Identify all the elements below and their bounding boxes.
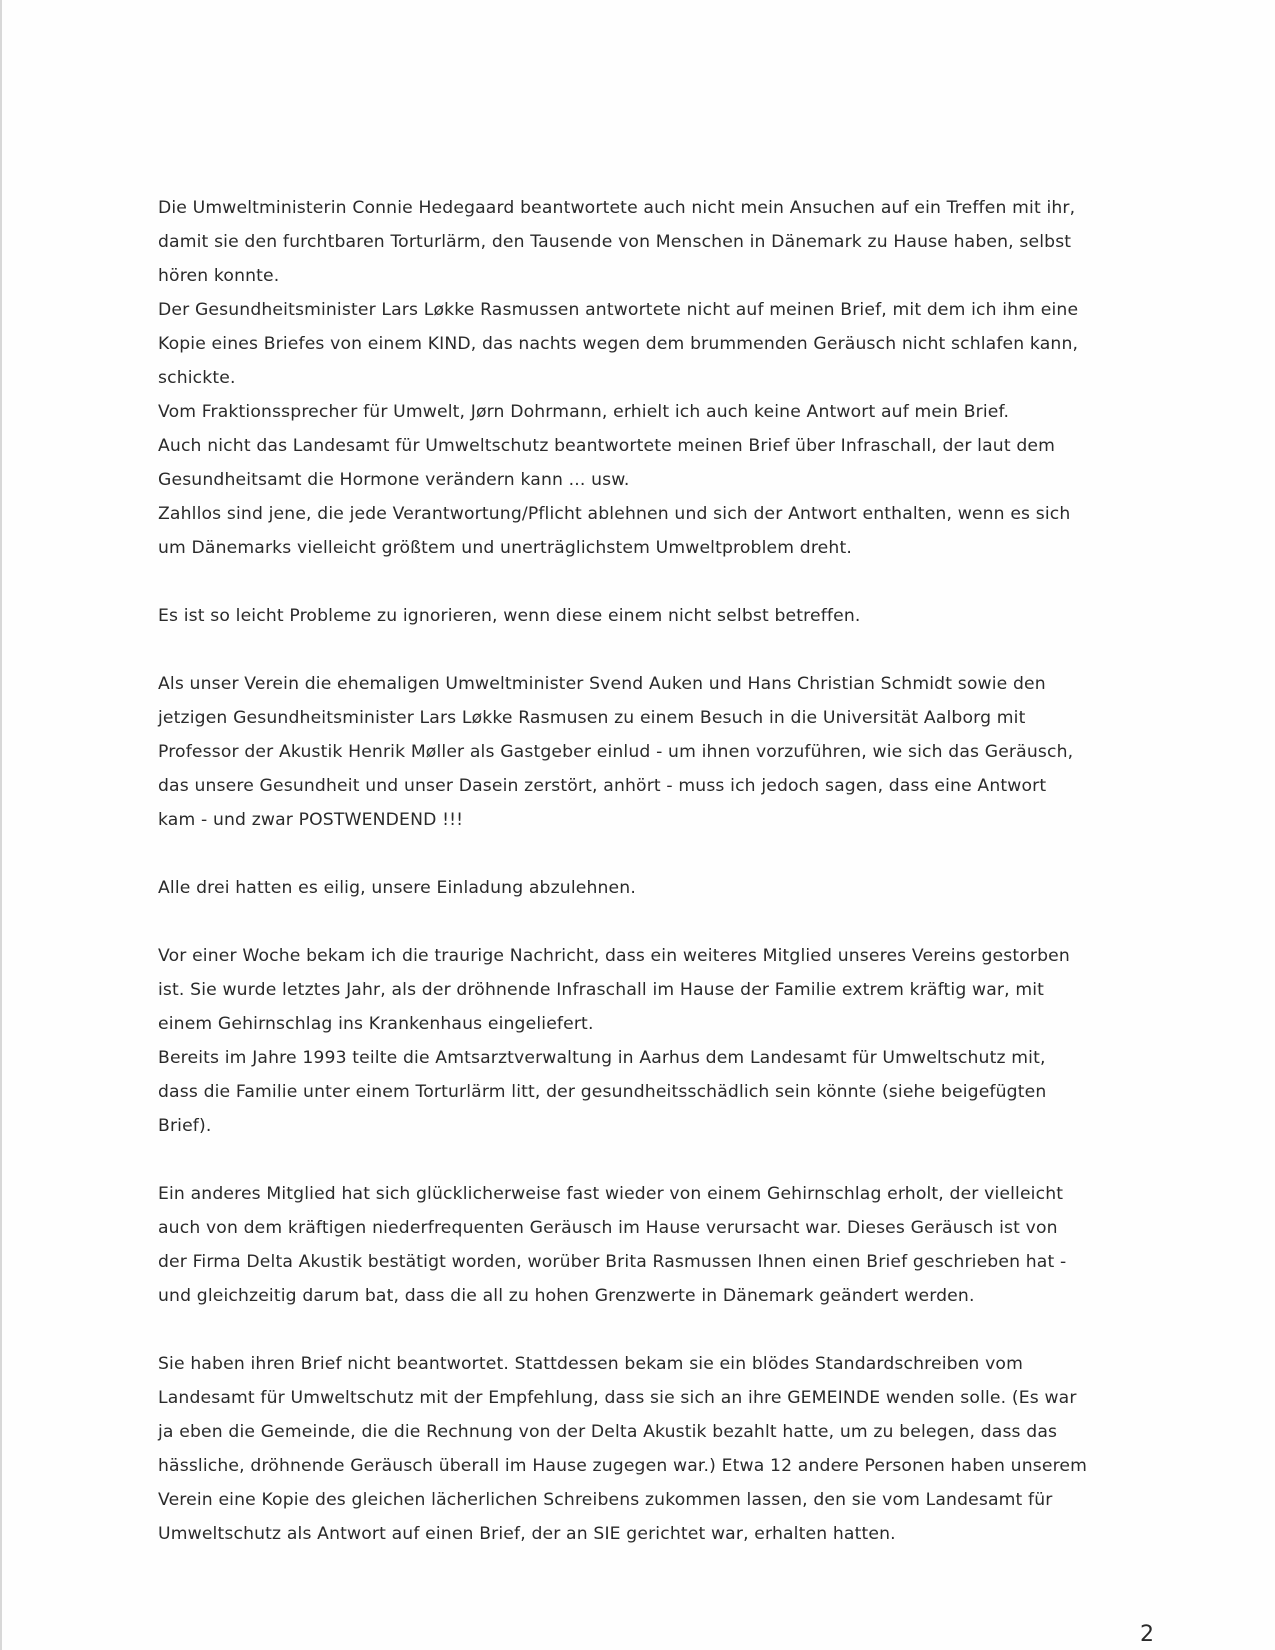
text-line: Auch nicht das Landesamt für Umweltschutz beantwortete meinen Brief über Infraschall, der laut dem [158, 436, 1055, 456]
text-line: Sie haben ihren Brief nicht beantwortet. Stattdessen bekam sie ein blödes Standardschreiben vom [158, 1354, 1023, 1374]
paragraph [158, 599, 1158, 633]
paragraph [158, 1347, 1158, 1551]
text-line: dass die Familie unter einem Torturlärm litt, der gesundheitsschädlich sein könnte (siehe beigefügten [158, 1082, 1047, 1102]
text-line: ja eben die Gemeinde, die die Rechnung von der Delta Akustik bezahlt hatte, um zu belegen, dass das [158, 1422, 1058, 1442]
paragraph-gap [158, 633, 1158, 667]
text-line: Vor einer Woche bekam ich die traurige Nachricht, dass ein weiteres Mitglied unseres Vereins gestorben [158, 946, 1070, 966]
text-line: schickte. [158, 368, 236, 388]
text-line: auch von dem kräftigen niederfrequenten Geräusch im Hause verursacht war. Dieses Geräusch ist von [158, 1218, 1058, 1238]
text-line: Landesamt für Umweltschutz mit der Empfehlung, dass sie sich an ihre GEMEINDE wenden solle. (Es war [158, 1388, 1077, 1408]
text-line: Gesundheitsamt die Hormone verändern kann ... usw. [158, 470, 630, 490]
paragraph-gap [158, 1313, 1158, 1347]
text-line: hören konnte. [158, 266, 280, 286]
scan-edge [0, 0, 2, 1650]
paragraph [158, 939, 1158, 1143]
text-line: Kopie eines Briefes von einem KIND, das nachts wegen dem brummenden Geräusch nicht schlafen kann, [158, 334, 1079, 354]
text-line: Vom Fraktionssprecher für Umwelt, Jørn Dohrmann, erhielt ich auch keine Antwort auf mein Brief. [158, 402, 1010, 422]
text-line: Die Umweltministerin Connie Hedegaard beantwortete auch nicht mein Ansuchen auf ein Treffen mit ihr, [158, 198, 1076, 218]
text-line: Ein anderes Mitglied hat sich glücklicherweise fast wieder von einem Gehirnschlag erholt, der vielleicht [158, 1184, 1064, 1204]
paragraph [158, 191, 1158, 565]
letter-body [158, 191, 1158, 1551]
paragraph [158, 667, 1158, 837]
page-number: 2 [1140, 1622, 1154, 1647]
text-line: kam - und zwar POSTWENDEND !!! [158, 810, 464, 830]
text-line: Der Gesundheitsminister Lars Løkke Rasmussen antwortete nicht auf meinen Brief, mit dem ich ihm eine [158, 300, 1079, 320]
text-line: Umweltschutz als Antwort auf einen Brief, der an SIE gerichtet war, erhalten hatten. [158, 1524, 896, 1544]
paragraph-gap [158, 905, 1158, 939]
text-line: Es ist so leicht Probleme zu ignorieren, wenn diese einem nicht selbst betreffen. [158, 606, 861, 626]
text-line: ist. Sie wurde letztes Jahr, als der dröhnende Infraschall im Hause der Familie extrem kräftig war, mit [158, 980, 1045, 1000]
text-line: jetzigen Gesundheitsminister Lars Løkke Rasmusen zu einem Besuch in die Universität Aalborg mit [158, 708, 1026, 728]
text-line: damit sie den furchtbaren Torturlärm, den Tausende von Menschen in Dänemark zu Hause haben, selbst [158, 232, 1072, 252]
paragraph-gap [158, 837, 1158, 871]
text-line: Bereits im Jahre 1993 teilte die Amtsarztverwaltung in Aarhus dem Landesamt für Umweltschutz mit, [158, 1048, 1046, 1068]
text-line: der Firma Delta Akustik bestätigt worden, worüber Brita Rasmussen Ihnen einen Brief geschrieben hat - [158, 1252, 1067, 1272]
text-line: Verein eine Kopie des gleichen lächerlichen Schreibens zukommen lassen, den sie vom Landesamt für [158, 1490, 1053, 1510]
text-line: Als unser Verein die ehemaligen Umweltminister Svend Auken und Hans Christian Schmidt sowie den [158, 674, 1046, 694]
text-line: und gleichzeitig darum bat, dass die all zu hohen Grenzwerte in Dänemark geändert werden. [158, 1286, 975, 1306]
text-line: Brief). [158, 1116, 212, 1136]
text-line: das unsere Gesundheit und unser Dasein zerstört, anhört - muss ich jedoch sagen, dass eine Antwort [158, 776, 1047, 796]
text-line: einem Gehirnschlag ins Krankenhaus eingeliefert. [158, 1014, 594, 1034]
text-line: hässliche, dröhnende Geräusch überall im Hause zugegen war.) Etwa 12 andere Personen haben unserem [158, 1456, 1088, 1476]
paragraph [158, 1177, 1158, 1313]
text-line: Professor der Akustik Henrik Møller als Gastgeber einlud - um ihnen vorzuführen, wie sich das Geräusch, [158, 742, 1074, 762]
paragraph-gap [158, 565, 1158, 599]
text-line: Zahllos sind jene, die jede Verantwortung/Pflicht ablehnen und sich der Antwort enthalten, wenn es sich [158, 504, 1071, 524]
text-line: Alle drei hatten es eilig, unsere Einladung abzulehnen. [158, 878, 636, 898]
text-line: um Dänemarks vielleicht größtem und unerträglichstem Umweltproblem dreht. [158, 538, 852, 558]
paragraph [158, 871, 1158, 905]
paragraph-gap [158, 1143, 1158, 1177]
